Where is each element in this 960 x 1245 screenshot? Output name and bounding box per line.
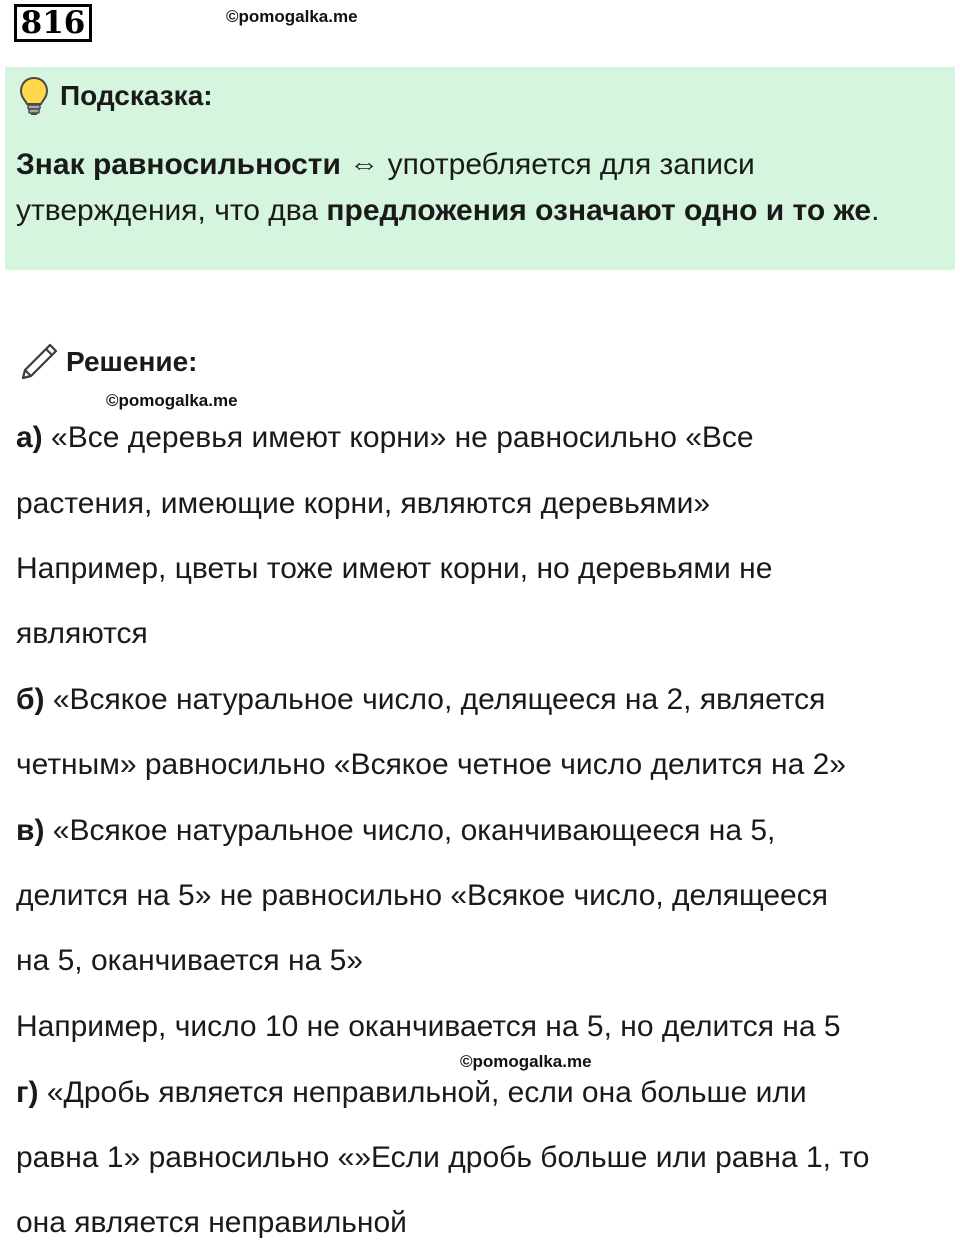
solution-line: б) «Всякое натуральное число, делящееся на 2, является	[16, 683, 826, 716]
hint-text	[16, 142, 946, 234]
solution-line: а) «Все деревья имеют корни» не равносильно «Все	[16, 421, 754, 454]
hint-bold-phrase: предложения означают одно и то же	[326, 194, 872, 227]
solution-line: г) «Дробь является неправильной, если она больше или	[16, 1076, 807, 1109]
solution-title: Решение:	[66, 346, 198, 377]
item-label-g: г)	[16, 1076, 39, 1109]
solution-line: в) «Всякое натуральное число, оканчивающееся на 5,	[16, 814, 776, 847]
task-number: 816	[14, 4, 92, 42]
item-label-v: в)	[16, 814, 45, 847]
pencil-icon	[18, 341, 60, 383]
hint-text-part2: утверждения, что два	[16, 194, 327, 227]
equivalence-symbol: ⇔	[349, 148, 380, 181]
solution-line: она является неправильной	[16, 1206, 407, 1239]
hint-bold-term: Знак равносильности	[16, 148, 341, 181]
solution-heading	[18, 340, 197, 384]
watermark: ©pomogalka.me	[106, 391, 238, 410]
watermark: ©pomogalka.me	[226, 7, 358, 26]
solution-line: Например, цветы тоже имеют корни, но деревьями не	[16, 552, 773, 585]
solution-line: равна 1» равносильно «»Если дробь больше или равна 1, то	[16, 1141, 870, 1174]
solution-line: являются	[16, 617, 148, 650]
hint-text-part1: употребляется для записи	[379, 148, 755, 181]
solution-line: четным» равносильно «Всякое четное число делится на 2»	[16, 748, 846, 781]
solution-line: делится на 5» не равносильно «Всякое число, делящееся	[16, 879, 828, 912]
item-label-b: б)	[16, 683, 45, 716]
watermark: ©pomogalka.me	[460, 1052, 592, 1071]
solution-line: растения, имеющие корни, являются деревьями»	[16, 487, 711, 520]
lightbulb-icon	[18, 76, 50, 116]
hint-text-end: .	[871, 194, 880, 227]
hint-title: Подсказка:	[60, 80, 213, 111]
solution-line: на 5, оканчивается на 5»	[16, 944, 363, 977]
hint-heading	[18, 76, 213, 116]
solution-line: Например, число 10 не оканчивается на 5, но делится на 5	[16, 1010, 841, 1043]
item-label-a: а)	[16, 421, 43, 454]
